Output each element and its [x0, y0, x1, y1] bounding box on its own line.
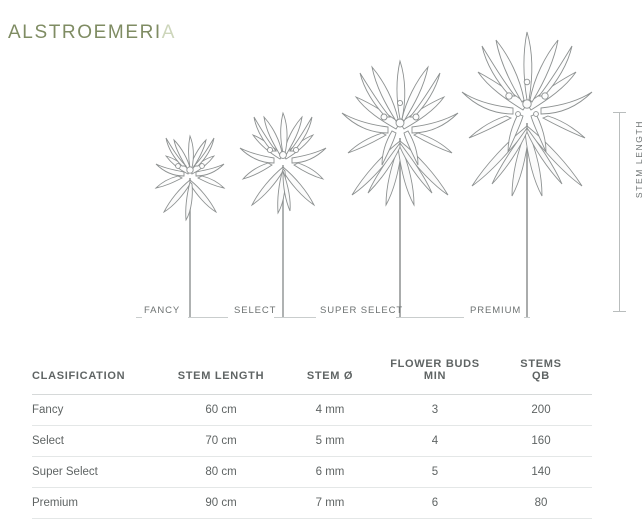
- stem-length-axis-cap-bottom: [613, 311, 626, 312]
- column-header-stem-diameter: STEM Ø: [280, 358, 380, 395]
- cell-clasification: Select: [32, 426, 162, 457]
- cell-flower-buds: 4: [380, 426, 490, 457]
- plant-illustration-fancy: [140, 108, 240, 318]
- stem-length-axis-cap-top: [613, 112, 626, 113]
- grade-label-super-select: SUPER SELECT: [320, 305, 404, 316]
- cell-flower-buds: 3: [380, 395, 490, 426]
- plant-illustration-super-select: [330, 43, 470, 318]
- table-row: [32, 395, 592, 426]
- cell-stem-diameter: 5 mm: [280, 426, 380, 457]
- column-header-stems: [490, 358, 592, 395]
- cell-stems: 140: [490, 457, 592, 488]
- table-header-row: [32, 358, 592, 395]
- cell-stems: 160: [490, 426, 592, 457]
- cell-stems: 80: [490, 488, 592, 519]
- table-row: [32, 488, 592, 519]
- stem-length-axis-line: [619, 112, 620, 312]
- cell-stem-diameter: 4 mm: [280, 395, 380, 426]
- page-title-main: ALSTROEMERI: [8, 22, 162, 43]
- grade-label-select: SELECT: [234, 305, 277, 316]
- specification-table: [32, 358, 592, 519]
- baseline-rule-2: [274, 317, 316, 318]
- column-header-flower-buds-sub: MIN: [423, 370, 447, 382]
- cell-clasification: Premium: [32, 488, 162, 519]
- table-body: [32, 395, 592, 519]
- plant-illustration-premium: [452, 18, 602, 318]
- plant-illustration-select: [228, 93, 338, 318]
- page-title-tail: A: [161, 22, 177, 43]
- baseline-rule-3: [396, 317, 464, 318]
- column-header-stems-sub: QB: [532, 370, 550, 382]
- cell-stem-length: 90 cm: [162, 488, 280, 519]
- cell-stem-length: 70 cm: [162, 426, 280, 457]
- cell-stem-diameter: 6 mm: [280, 457, 380, 488]
- stem-length-axis: [613, 112, 627, 312]
- cell-stem-diameter: 7 mm: [280, 488, 380, 519]
- baseline-rule-1: [188, 317, 228, 318]
- cell-clasification: Super Select: [32, 457, 162, 488]
- cell-flower-buds: 6: [380, 488, 490, 519]
- table-header: [32, 358, 592, 395]
- grade-label-premium: PREMIUM: [470, 305, 522, 316]
- cell-flower-buds: 5: [380, 457, 490, 488]
- table-row: [32, 426, 592, 457]
- cell-clasification: Fancy: [32, 395, 162, 426]
- grade-label-fancy: FANCY: [144, 305, 181, 316]
- column-header-stem-length: STEM LENGTH: [162, 358, 280, 395]
- column-header-flower-buds: [380, 358, 490, 395]
- cell-stem-length: 80 cm: [162, 457, 280, 488]
- table-row: [32, 457, 592, 488]
- cell-stems: 200: [490, 395, 592, 426]
- column-header-clasification: CLASIFICATION: [32, 358, 162, 395]
- stem-length-axis-label: STEM LENGTH: [634, 120, 644, 199]
- column-header-stems-main: STEMS: [520, 358, 562, 370]
- cell-stem-length: 60 cm: [162, 395, 280, 426]
- baseline-rule-left: [136, 317, 142, 318]
- baseline-rule-right: [524, 317, 530, 318]
- column-header-flower-buds-main: FLOWER BUDS: [390, 358, 480, 370]
